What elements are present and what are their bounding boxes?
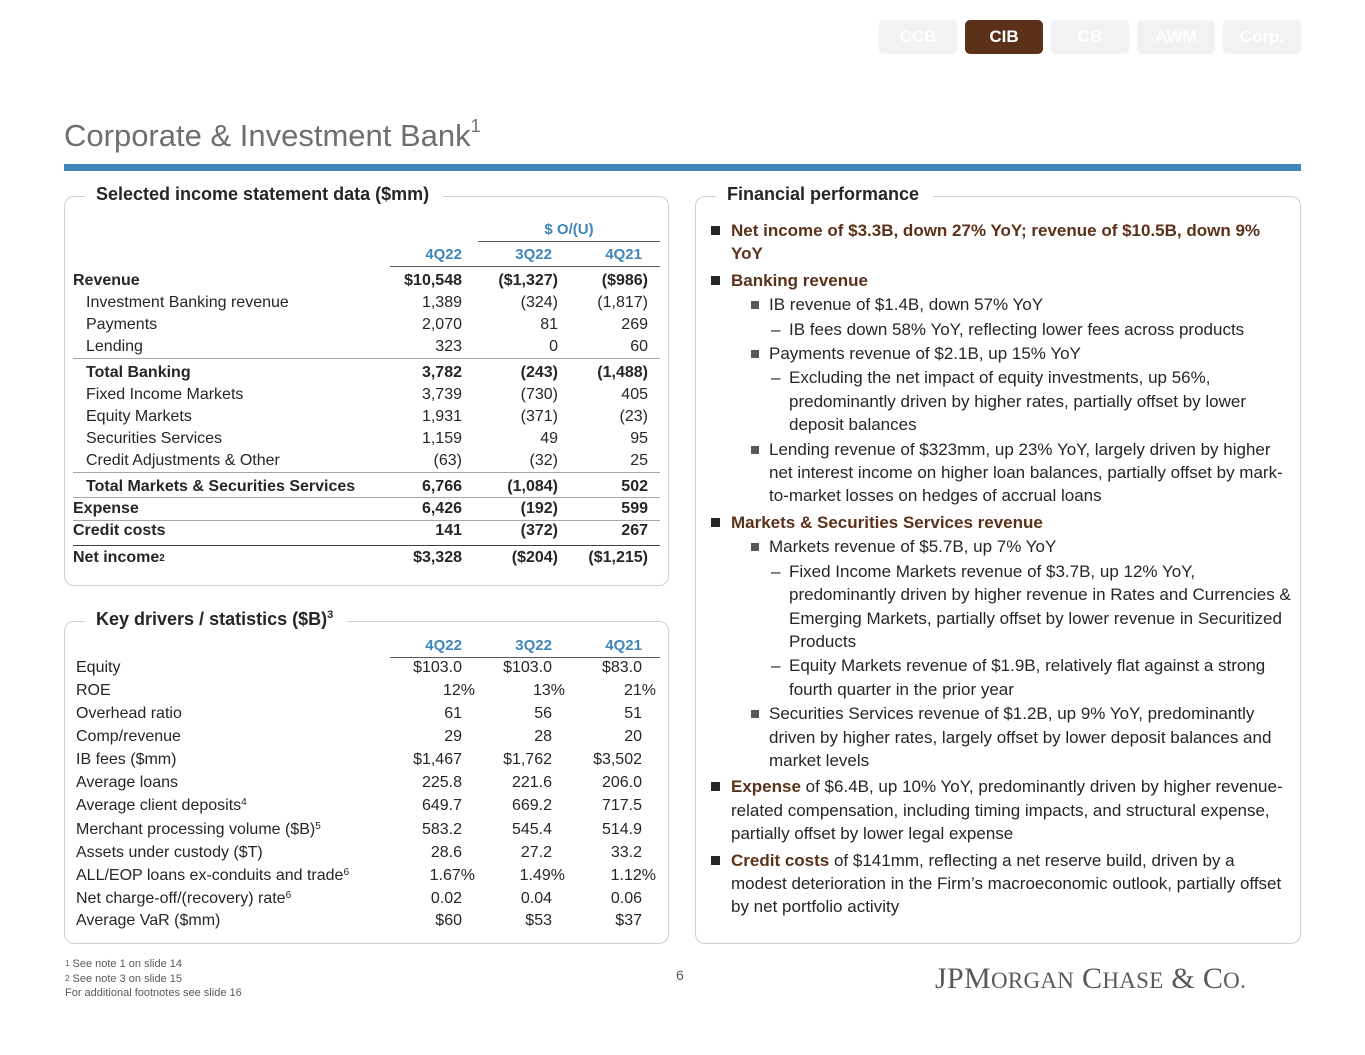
drivers-cell: 1.67%	[429, 867, 475, 884]
drivers-cell: $83.0	[601, 659, 642, 676]
oou-header: $ O/(U)	[544, 221, 594, 238]
income-col-header: 3Q22	[515, 246, 552, 263]
logo-part: & C	[1163, 962, 1224, 995]
income-cell: (23)	[619, 408, 648, 425]
income-cell: $10,548	[404, 272, 462, 289]
income-cell: 60	[630, 338, 648, 355]
drivers-cell: $3,502	[593, 751, 642, 768]
income-row-label: Credit Adjustments & Other	[86, 452, 280, 469]
income-row	[73, 270, 660, 292]
drivers-row	[76, 910, 660, 932]
income-cell: (730)	[520, 386, 558, 403]
income-cell: 49	[540, 430, 558, 447]
drivers-row-label-text: Comp/revenue	[76, 728, 181, 745]
drivers-cell: 51	[624, 705, 642, 722]
drivers-cell: 583.2	[421, 821, 462, 838]
bullet-payments: Payments revenue of $2.1B, up 15% YoY	[731, 342, 1295, 365]
drivers-row-label-text: IB fees ($mm)	[76, 751, 177, 768]
drivers-cell: 13%	[532, 682, 565, 699]
footnotes	[65, 957, 242, 1001]
bullet-expense-head: Expense	[731, 777, 801, 797]
page-title-text: Corporate & Investment Bank	[64, 118, 471, 153]
drivers-row-label-text: Assets under custody ($T)	[76, 844, 263, 861]
income-cell: 3,739	[421, 386, 462, 403]
bullet-markets	[711, 511, 1295, 772]
bullet-markets-revenue: Markets revenue of $5.7B, up 7% YoY	[731, 535, 1295, 558]
bullet-lending: Lending revenue of $323mm, up 23% YoY, largely driven by higher net interest income on higher loan balances, partially offset by mark-to-market losses on hedges of accrual loans	[731, 438, 1295, 508]
income-row-footnote: 2	[159, 552, 165, 564]
bullet-fixed-income: – Fixed Income Markets revenue of $3.7B, up 12% YoY, predominantly driven by higher revenue in Rates and Currencies & Emerging Markets, partially offset by lower revenue in Securitized Products	[731, 560, 1295, 654]
drivers-row-label-text: ALL/EOP loans ex-conduits and trade	[76, 867, 344, 884]
footnote-2	[65, 972, 242, 987]
income-row-rule	[73, 497, 660, 498]
income-row-label: Net income	[73, 549, 160, 566]
bullet-expense-text: of $6.4B, up 10% YoY, predominantly driven by higher revenue-related compensation, including timing impacts, and structural expense, partially offset by lower legal expense	[731, 777, 1283, 844]
drivers-cell: 221.6	[511, 774, 552, 791]
income-row	[73, 292, 660, 314]
income-cell: 6,766	[421, 478, 462, 495]
income-cell: (243)	[520, 364, 558, 381]
drivers-row-label-text: Equity	[76, 659, 121, 676]
income-row	[73, 547, 660, 569]
drivers-cell: 28.6	[430, 844, 462, 861]
income-cell: ($1,327)	[498, 272, 558, 289]
footnote-2-mark: 2	[65, 973, 70, 983]
income-row-label: Payments	[86, 316, 158, 333]
bullet-banking-head: Banking revenue	[731, 270, 868, 290]
drivers-cell: 56	[534, 705, 552, 722]
drivers-row	[76, 865, 660, 887]
drivers-row-footnote: 6	[285, 890, 292, 901]
drivers-cell: $1,467	[413, 751, 462, 768]
drivers-cell: 669.2	[511, 797, 552, 814]
income-cell: 599	[621, 500, 648, 517]
drivers-cell: 1.49%	[519, 867, 565, 884]
income-cell: 269	[621, 316, 648, 333]
bullet-credit-costs	[711, 849, 1295, 919]
income-cell: (371)	[520, 408, 558, 425]
footnote-3: For additional footnotes see slide 16	[65, 987, 242, 999]
drivers-cell: $103.0	[413, 659, 462, 676]
income-row-label: Equity Markets	[86, 408, 192, 425]
income-panel-title: Selected income statement data ($mm)	[85, 184, 443, 205]
income-row-label: Total Markets & Securities Services	[86, 478, 356, 495]
logo-part: C	[1074, 962, 1103, 995]
drivers-panel-title	[85, 609, 347, 630]
perf-panel-title: Financial performance	[716, 184, 933, 205]
income-cell: (1,817)	[597, 294, 648, 311]
bullet-ib-revenue: IB revenue of $1.4B, down 57% YoY	[731, 293, 1295, 316]
footnote-1	[65, 957, 242, 972]
drivers-cell: $37	[615, 912, 642, 929]
income-row	[73, 384, 660, 406]
bullet-credit-text: of $141mm, reflecting a net reserve build, driven by a modest deterioration in the Firm’s macroeconomic outlook, partially offset by net portfolio activity	[731, 850, 1282, 917]
drivers-panel-title-text: Key drivers / statistics ($B)	[96, 609, 328, 629]
drivers-cell: 21%	[623, 682, 656, 699]
income-row-label: Credit costs	[73, 522, 166, 539]
tab-awm[interactable]: AWM	[1137, 20, 1215, 54]
drivers-cell: 20	[624, 728, 642, 745]
drivers-cell: 0.04	[520, 890, 552, 907]
income-row	[73, 476, 660, 498]
footnote-1-mark: 1	[65, 959, 70, 968]
drivers-row-footnote: 5	[315, 821, 321, 832]
footnote-1-text: See note 1 on slide 14	[69, 958, 182, 970]
drivers-cell: 61	[444, 705, 462, 722]
income-cell: ($1,215)	[588, 549, 648, 566]
bullet-payments-detail: – Excluding the net impact of equity investments, up 56%, predominantly driven by higher rates, partially offset by lower deposit balances	[731, 366, 1295, 436]
bullet-markets-head: Markets & Securities Services revenue	[731, 512, 1043, 532]
page-number: 6	[676, 967, 684, 983]
drivers-cell: 0.02	[430, 890, 462, 907]
income-row-label: Fixed Income Markets	[86, 386, 244, 403]
drivers-row-label-text: Average loans	[76, 774, 178, 791]
income-cell: (324)	[520, 294, 558, 311]
drivers-cell: $1,762	[503, 751, 552, 768]
bullet-ib-fees: – IB fees down 58% YoY, reflecting lower fees across products	[731, 318, 1295, 341]
income-row	[73, 336, 660, 358]
drivers-cell: 1.12%	[610, 867, 656, 884]
income-row-label: Total Banking	[86, 364, 191, 381]
income-row	[73, 520, 660, 542]
income-cell: (32)	[529, 452, 558, 469]
segment-tabs	[879, 20, 1301, 54]
income-cell: (192)	[520, 500, 558, 517]
drivers-cell: 545.4	[511, 821, 552, 838]
drivers-cell: 649.7	[421, 797, 462, 814]
drivers-row	[76, 795, 660, 817]
income-cell: 141	[435, 522, 462, 539]
page-title	[64, 118, 481, 154]
income-row	[73, 406, 660, 428]
income-cell: 6,426	[421, 500, 462, 517]
income-cell: (372)	[520, 522, 558, 539]
income-cell: ($204)	[511, 549, 558, 566]
income-row	[73, 450, 660, 472]
drivers-row-label-text: Average VaR ($mm)	[76, 912, 221, 929]
drivers-row	[76, 772, 660, 794]
income-row	[73, 428, 660, 450]
drivers-cell: $53	[525, 912, 552, 929]
income-row-rule	[73, 472, 660, 473]
drivers-row-label-text: Net charge-off/(recovery) rate	[76, 890, 286, 907]
income-row-rule	[73, 358, 660, 359]
footnote-2-text: See note 3 on slide 15	[69, 972, 182, 985]
income-cell: 81	[540, 316, 558, 333]
drivers-row	[76, 888, 660, 910]
income-cell: (63)	[433, 452, 462, 469]
income-cell: $3,328	[413, 549, 462, 566]
income-cell: 1,389	[421, 294, 462, 311]
income-row-label: Securities Services	[86, 430, 223, 447]
bullet-securities-services: Securities Services revenue of $1.2B, up 9% YoY, predominantly driven by higher rates, largely offset by lower deposit balances and market levels	[731, 702, 1295, 772]
income-cell: 502	[621, 478, 648, 495]
income-row-label: Investment Banking revenue	[86, 294, 289, 311]
logo-part: HASE	[1102, 968, 1164, 993]
drivers-cell: 225.8	[421, 774, 462, 791]
drivers-row-footnote: 4	[241, 797, 247, 808]
drivers-cell: 12%	[442, 682, 475, 699]
jpmorgan-chase-logo	[935, 962, 1246, 996]
drivers-row	[76, 703, 660, 725]
drivers-row	[76, 726, 660, 748]
income-cell: 1,931	[421, 408, 462, 425]
tab-cb[interactable]: CB	[1051, 20, 1129, 54]
drivers-cell: 33.2	[610, 844, 642, 861]
income-cell: 95	[630, 430, 648, 447]
income-cell: (1,488)	[597, 364, 648, 381]
logo-part: O.	[1223, 968, 1247, 993]
performance-bullets	[711, 219, 1295, 922]
drivers-cell: 28	[534, 728, 552, 745]
drivers-cell: 717.5	[601, 797, 642, 814]
drivers-cell: 514.9	[601, 821, 642, 838]
income-row-rule	[73, 520, 660, 521]
page-title-footnote: 1	[470, 116, 481, 136]
drivers-cell: 27.2	[520, 844, 552, 861]
income-row-label: Revenue	[73, 272, 140, 289]
income-row	[73, 314, 660, 336]
income-row-label: Expense	[73, 500, 139, 517]
drivers-row	[76, 657, 660, 679]
income-cell: ($986)	[601, 272, 648, 289]
drivers-col-header: 4Q21	[605, 637, 642, 654]
logo-part: ORGAN	[990, 968, 1075, 993]
drivers-panel-title-footnote: 3	[327, 609, 334, 621]
bullet-equity-markets: – Equity Markets revenue of $1.9B, relatively flat against a strong fourth quarter in the prior year	[731, 654, 1295, 701]
drivers-col-header: 4Q22	[425, 637, 462, 654]
income-header-rule	[390, 266, 660, 267]
logo-part: JPM	[935, 962, 991, 995]
bullet-net-income-text: Net income of $3.3B, down 27% YoY; revenue of $10.5B, down 9% YoY	[731, 221, 1261, 264]
tab-cib[interactable]: CIB	[965, 20, 1043, 54]
income-row	[73, 498, 660, 520]
drivers-row-footnote: 6	[343, 867, 349, 878]
oou-rule	[478, 241, 660, 242]
drivers-row	[76, 842, 660, 864]
drivers-row-label-text: Overhead ratio	[76, 705, 182, 722]
income-cell: 323	[435, 338, 462, 355]
income-cell: 1,159	[421, 430, 462, 447]
income-cell: 0	[549, 338, 558, 355]
drivers-row-label-text: Average client deposits	[76, 797, 242, 814]
title-rule	[64, 164, 1301, 171]
bullet-net-income	[711, 219, 1295, 266]
income-cell: 3,782	[421, 364, 462, 381]
drivers-cell: 29	[444, 728, 462, 745]
income-row	[73, 362, 660, 384]
bullet-credit-head: Credit costs	[731, 850, 830, 870]
income-row-rule	[73, 545, 660, 546]
income-col-header: 4Q21	[605, 246, 642, 263]
income-cell: 25	[630, 452, 648, 469]
income-cell: 405	[621, 386, 648, 403]
drivers-row	[76, 819, 660, 841]
income-cell: 2,070	[421, 316, 462, 333]
drivers-cell: 0.06	[610, 890, 642, 907]
drivers-cell: 206.0	[601, 774, 642, 791]
drivers-cell: $60	[435, 912, 462, 929]
bullet-expense	[711, 775, 1295, 845]
bullet-banking	[711, 269, 1295, 508]
drivers-cell: $103.0	[503, 659, 552, 676]
drivers-row	[76, 749, 660, 771]
income-cell: (1,084)	[507, 478, 558, 495]
tab-corp[interactable]: Corp.	[1223, 20, 1301, 54]
drivers-col-header: 3Q22	[515, 637, 552, 654]
tab-ccb[interactable]: CCB	[879, 20, 957, 54]
drivers-row-label-text: ROE	[76, 682, 111, 699]
income-col-header: 4Q22	[425, 246, 462, 263]
income-row-label: Lending	[86, 338, 143, 355]
drivers-row-label-text: Merchant processing volume ($B)	[76, 821, 316, 838]
income-cell: 267	[621, 522, 648, 539]
drivers-row	[76, 680, 660, 702]
